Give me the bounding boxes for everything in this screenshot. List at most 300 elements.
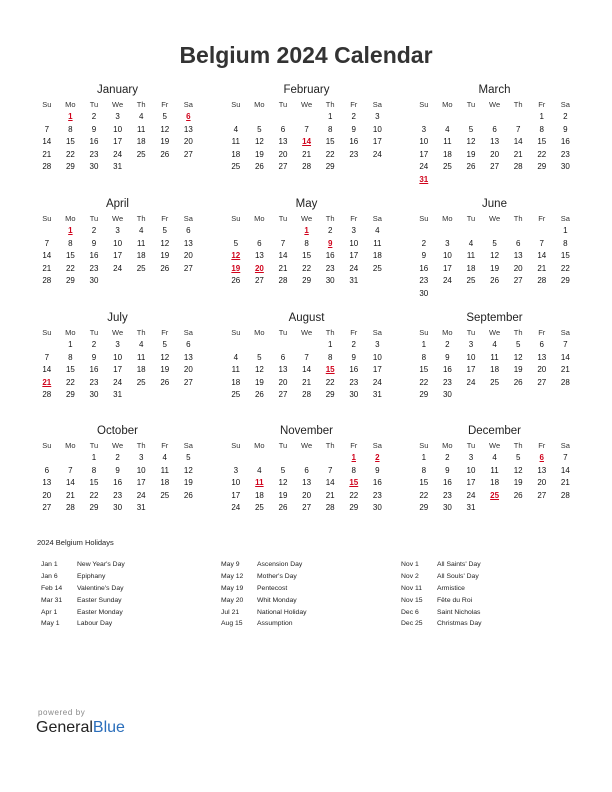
- weekday-label: Su: [42, 100, 52, 109]
- day-cell: 5: [492, 238, 497, 248]
- month-name: December: [467, 425, 522, 437]
- day-cell: 24: [466, 490, 476, 500]
- day-cell: 10: [349, 238, 359, 248]
- holiday-day-cell: 1: [68, 226, 73, 235]
- weekday-label: Tu: [466, 100, 476, 109]
- month-6: [35, 311, 200, 402]
- day-cell: 13: [278, 137, 288, 146]
- day-cell: 2: [445, 453, 450, 462]
- day-cell: 16: [372, 478, 382, 487]
- day-cell: 25: [136, 263, 146, 273]
- day-cell: 28: [537, 276, 547, 285]
- day-cell: 19: [278, 490, 288, 500]
- day-cell: 27: [183, 263, 193, 273]
- day-cell: 16: [113, 478, 123, 487]
- day-cell: 26: [160, 263, 170, 273]
- day-cell: 17: [442, 263, 452, 273]
- day-cell: 24: [372, 377, 382, 387]
- day-cell: 5: [162, 226, 167, 235]
- day-cell: 10: [113, 352, 123, 362]
- holiday-date: Nov 2: [401, 572, 419, 580]
- weekday-label: Sa: [372, 328, 382, 337]
- weekday-label: Tu: [466, 328, 476, 337]
- day-cell: 7: [280, 238, 286, 248]
- holiday-row: [41, 583, 125, 595]
- weekday-label: Tu: [89, 100, 99, 109]
- day-cell: 19: [490, 263, 500, 273]
- month-10: [224, 424, 389, 515]
- day-cell: 25: [231, 390, 241, 399]
- day-cell: 20: [490, 149, 500, 159]
- day-cell: 12: [513, 352, 523, 362]
- day-cell: 8: [68, 238, 73, 248]
- day-cell: 18: [490, 365, 500, 374]
- weekday-label: Sa: [372, 441, 382, 450]
- weekday-label: Mo: [254, 100, 265, 109]
- day-cell: 9: [421, 251, 427, 260]
- weekday-label: Tu: [278, 328, 288, 337]
- weekday-label: Sa: [183, 214, 193, 223]
- holiday-day-cell: 6: [186, 112, 191, 121]
- weekday-label: Th: [325, 441, 335, 450]
- day-cell: 11: [137, 352, 146, 362]
- day-cell: 9: [563, 124, 568, 134]
- day-cell: 20: [183, 137, 193, 146]
- day-cell: 7: [327, 465, 333, 475]
- day-cell: 8: [68, 352, 73, 362]
- month-9: [35, 424, 200, 515]
- holiday-row: [401, 607, 482, 619]
- day-cell: 5: [233, 238, 239, 248]
- day-cell: 28: [513, 162, 523, 171]
- day-cell: 30: [89, 390, 99, 399]
- day-cell: 7: [44, 352, 50, 362]
- weekday-label: Tu: [278, 100, 288, 109]
- day-cell: 21: [302, 149, 312, 159]
- holiday-name: Whit Monday: [257, 596, 297, 604]
- day-cell: 8: [327, 352, 333, 362]
- holiday-date: Jan 1: [41, 561, 58, 568]
- day-cell: 31: [136, 503, 146, 512]
- day-cell: 3: [115, 226, 120, 235]
- holiday-name: National Holiday: [257, 608, 307, 616]
- day-cell: 4: [257, 465, 262, 475]
- day-cell: 18: [490, 478, 500, 487]
- day-cell: 21: [560, 365, 570, 374]
- day-cell: 3: [138, 453, 144, 462]
- day-cell: 25: [254, 503, 264, 512]
- day-cell: 1: [68, 340, 73, 349]
- holiday-name: Assumption: [257, 620, 293, 628]
- day-cell: 7: [304, 352, 309, 362]
- weekday-label: Su: [231, 441, 241, 450]
- holiday-column: [401, 559, 482, 630]
- month-name: February: [283, 84, 330, 96]
- weekday-label: Th: [136, 214, 146, 223]
- weekday-label: Fr: [350, 100, 358, 109]
- weekday-label: Th: [325, 100, 335, 109]
- holiday-day-cell: 15: [325, 365, 335, 374]
- day-cell: 24: [113, 263, 123, 273]
- day-cell: 25: [160, 490, 170, 500]
- month-7: [224, 311, 389, 402]
- weekday-label: Su: [419, 100, 429, 109]
- day-cell: 9: [351, 124, 356, 134]
- day-cell: 13: [537, 352, 547, 362]
- day-cell: 12: [513, 465, 523, 475]
- brand-name-part1: General: [36, 719, 93, 736]
- holiday-row: [401, 583, 482, 595]
- weekday-label: Su: [231, 328, 241, 337]
- day-cell: 20: [183, 365, 193, 374]
- day-cell: 11: [490, 465, 499, 475]
- day-cell: 2: [91, 112, 97, 121]
- day-cell: 21: [65, 490, 75, 500]
- holiday-day-cell: 1: [304, 226, 309, 235]
- weekday-label: Fr: [538, 100, 546, 109]
- holiday-name: Fête du Roi: [437, 596, 473, 604]
- weekday-label: We: [112, 328, 124, 337]
- month-name: March: [478, 84, 511, 96]
- day-cell: 2: [351, 112, 356, 121]
- month-4: [224, 197, 389, 288]
- day-cell: 13: [183, 238, 193, 248]
- weekday-label: Fr: [161, 441, 169, 450]
- holiday-row: [41, 618, 125, 630]
- day-cell: 12: [490, 251, 500, 260]
- weekday-label: Su: [419, 441, 429, 450]
- day-cell: 28: [278, 276, 288, 285]
- day-cell: 28: [302, 390, 312, 399]
- day-cell: 2: [421, 238, 427, 248]
- day-cell: 24: [466, 377, 476, 387]
- weekday-label: Su: [419, 328, 429, 337]
- day-cell: 4: [138, 226, 144, 235]
- month-name: January: [97, 84, 138, 96]
- day-cell: 24: [113, 377, 123, 387]
- holiday-name: Easter Monday: [77, 608, 123, 616]
- day-cell: 27: [42, 503, 52, 512]
- holiday-row: [221, 607, 307, 619]
- day-cell: 27: [302, 503, 312, 512]
- day-cell: 27: [183, 377, 193, 387]
- holiday-row: [41, 571, 125, 583]
- day-cell: 26: [254, 390, 264, 399]
- holiday-row: [401, 571, 482, 583]
- day-cell: 25: [372, 263, 382, 273]
- holiday-date: Dec 25: [401, 620, 423, 628]
- weekday-label: Th: [325, 328, 335, 337]
- day-cell: 20: [42, 490, 52, 500]
- day-cell: 8: [351, 465, 356, 475]
- day-cell: 29: [325, 162, 335, 171]
- day-cell: 15: [89, 478, 99, 487]
- day-cell: 1: [563, 226, 568, 235]
- day-cell: 9: [351, 352, 356, 362]
- day-cell: 16: [89, 137, 99, 146]
- day-cell: 14: [42, 365, 52, 374]
- month-2: [412, 83, 577, 186]
- day-cell: 27: [183, 149, 193, 159]
- day-cell: 23: [419, 276, 429, 285]
- holiday-date: Apr 1: [41, 608, 58, 616]
- holiday-name: Easter Sunday: [77, 596, 122, 604]
- day-cell: 18: [160, 478, 170, 487]
- holiday-column: [41, 559, 125, 630]
- day-cell: 7: [563, 340, 568, 349]
- day-cell: 23: [442, 490, 452, 500]
- day-cell: 14: [65, 478, 75, 487]
- weekday-label: We: [112, 214, 124, 223]
- month-name: April: [105, 198, 129, 210]
- day-cell: 6: [280, 124, 286, 134]
- holiday-date: Mar 31: [41, 596, 63, 604]
- day-cell: 2: [563, 112, 568, 121]
- month-3: [35, 197, 200, 288]
- weekday-label: We: [112, 100, 124, 109]
- weekday-label: Th: [513, 214, 523, 223]
- day-cell: 10: [231, 478, 241, 487]
- day-cell: 4: [138, 112, 144, 121]
- day-cell: 18: [231, 377, 241, 387]
- day-cell: 31: [113, 390, 123, 399]
- day-cell: 21: [560, 478, 570, 487]
- day-cell: 30: [89, 276, 99, 285]
- day-cell: 14: [278, 251, 288, 260]
- day-cell: 1: [327, 340, 333, 349]
- day-cell: 3: [375, 112, 380, 121]
- holiday-row: [401, 618, 482, 630]
- weekday-label: Sa: [183, 441, 193, 450]
- day-cell: 20: [183, 251, 193, 260]
- day-cell: 4: [492, 340, 497, 349]
- holiday-name: New Year's Day: [77, 561, 125, 568]
- day-cell: 29: [537, 162, 547, 171]
- day-cell: 18: [442, 149, 452, 159]
- day-cell: 13: [42, 478, 52, 487]
- weekday-label: Sa: [560, 328, 570, 337]
- day-cell: 14: [560, 465, 570, 475]
- weekday-label: Th: [513, 328, 523, 337]
- holiday-row: [401, 595, 482, 607]
- day-cell: 10: [466, 465, 476, 475]
- weekday-label: Mo: [254, 441, 265, 450]
- day-cell: 11: [137, 238, 146, 248]
- day-cell: 21: [325, 490, 335, 500]
- day-cell: 27: [537, 377, 547, 387]
- day-cell: 6: [186, 226, 191, 235]
- day-cell: 13: [254, 251, 264, 260]
- month-8: [412, 311, 577, 402]
- day-cell: 2: [91, 340, 97, 349]
- day-cell: 4: [375, 226, 380, 235]
- holidays-heading: 2024 Belgium Holidays: [37, 538, 114, 547]
- day-cell: 20: [513, 263, 523, 273]
- holiday-day-cell: 14: [302, 137, 312, 146]
- day-cell: 15: [419, 478, 429, 487]
- holiday-day-cell: 19: [231, 263, 241, 273]
- day-cell: 18: [231, 149, 241, 159]
- weekday-label: Th: [136, 328, 146, 337]
- month-name: November: [279, 425, 334, 437]
- weekday-label: Tu: [89, 328, 99, 337]
- weekday-label: Fr: [350, 328, 358, 337]
- day-cell: 9: [375, 465, 380, 475]
- day-cell: 23: [89, 263, 99, 273]
- day-cell: 20: [302, 490, 312, 500]
- day-cell: 30: [442, 390, 452, 399]
- day-cell: 13: [183, 352, 193, 362]
- weekday-label: Fr: [538, 441, 546, 450]
- day-cell: 14: [42, 251, 52, 260]
- weekday-label: Th: [325, 214, 335, 223]
- day-cell: 8: [327, 124, 333, 134]
- day-cell: 26: [466, 162, 476, 171]
- day-cell: 3: [375, 340, 380, 349]
- day-cell: 13: [537, 465, 547, 475]
- day-cell: 6: [492, 124, 497, 134]
- day-cell: 19: [160, 365, 170, 374]
- day-cell: 5: [162, 340, 167, 349]
- day-cell: 5: [515, 453, 521, 462]
- holiday-day-cell: 2: [375, 453, 380, 462]
- day-cell: 28: [560, 490, 570, 500]
- day-cell: 17: [372, 365, 382, 374]
- weekday-label: Fr: [161, 100, 169, 109]
- holiday-date: May 19: [221, 584, 244, 592]
- holiday-day-cell: 15: [349, 478, 359, 487]
- day-cell: 23: [113, 490, 123, 500]
- holiday-row: [41, 559, 125, 571]
- day-cell: 30: [372, 503, 382, 512]
- day-cell: 19: [513, 365, 523, 374]
- holiday-date: Nov 15: [401, 596, 423, 604]
- day-cell: 8: [91, 465, 97, 475]
- day-cell: 2: [327, 226, 333, 235]
- day-cell: 6: [515, 238, 521, 248]
- day-cell: 28: [325, 503, 335, 512]
- day-cell: 2: [351, 340, 356, 349]
- day-cell: 25: [442, 162, 452, 171]
- weekday-label: Th: [513, 441, 523, 450]
- day-cell: 11: [160, 465, 169, 475]
- day-cell: 2: [445, 340, 450, 349]
- day-cell: 12: [254, 137, 264, 146]
- weekday-label: Sa: [560, 100, 570, 109]
- weekday-label: We: [301, 441, 313, 450]
- day-cell: 7: [563, 453, 568, 462]
- day-cell: 22: [89, 490, 99, 500]
- day-cell: 26: [183, 490, 193, 500]
- day-cell: 24: [372, 149, 382, 159]
- day-cell: 6: [44, 465, 50, 475]
- day-cell: 24: [231, 503, 241, 512]
- day-cell: 12: [183, 465, 193, 475]
- day-cell: 17: [113, 137, 123, 146]
- day-cell: 27: [537, 490, 547, 500]
- day-cell: 30: [442, 503, 452, 512]
- day-cell: 3: [468, 340, 474, 349]
- day-cell: 17: [419, 149, 429, 159]
- day-cell: 10: [113, 124, 123, 134]
- day-cell: 5: [468, 124, 474, 134]
- day-cell: 14: [302, 365, 312, 374]
- holiday-row: [221, 595, 307, 607]
- day-cell: 26: [513, 490, 523, 500]
- weekday-label: Mo: [65, 328, 76, 337]
- day-cell: 12: [160, 238, 170, 248]
- month-name: May: [295, 198, 318, 210]
- day-cell: 28: [65, 503, 75, 512]
- weekday-label: Th: [136, 441, 146, 450]
- day-cell: 26: [160, 149, 170, 159]
- day-cell: 31: [349, 276, 359, 285]
- day-cell: 11: [231, 137, 240, 146]
- day-cell: 26: [231, 276, 241, 285]
- day-cell: 29: [560, 276, 570, 285]
- day-cell: 23: [349, 377, 359, 387]
- holiday-date: May 12: [221, 572, 244, 580]
- day-cell: 1: [421, 340, 427, 349]
- weekday-label: Sa: [372, 214, 382, 223]
- day-cell: 16: [349, 137, 359, 146]
- day-cell: 10: [419, 137, 429, 146]
- month-11: [412, 424, 577, 515]
- day-cell: 11: [443, 137, 452, 146]
- holiday-date: Jan 6: [41, 572, 58, 580]
- day-cell: 28: [42, 276, 52, 285]
- weekday-label: Sa: [183, 100, 193, 109]
- holiday-day-cell: 31: [419, 174, 429, 184]
- day-cell: 14: [513, 137, 523, 146]
- day-cell: 5: [257, 124, 262, 134]
- day-cell: 24: [113, 149, 123, 159]
- day-cell: 16: [325, 251, 335, 260]
- day-cell: 13: [490, 137, 500, 146]
- day-cell: 13: [183, 124, 193, 134]
- holiday-date: May 20: [221, 596, 244, 604]
- day-cell: 29: [419, 390, 429, 399]
- day-cell: 15: [65, 365, 75, 374]
- day-cell: 3: [468, 453, 474, 462]
- weekday-label: Sa: [560, 214, 570, 223]
- weekday-label: Fr: [161, 214, 169, 223]
- day-cell: 6: [257, 238, 262, 248]
- day-cell: 1: [421, 453, 427, 462]
- day-cell: 5: [515, 340, 521, 349]
- holiday-name: All Souls' Day: [437, 572, 479, 580]
- holiday-name: Christmas Day: [437, 620, 482, 628]
- weekday-label: Tu: [278, 214, 288, 223]
- day-cell: 3: [445, 238, 450, 248]
- month-1: [224, 83, 389, 174]
- day-cell: 16: [89, 365, 99, 374]
- day-cell: 9: [115, 465, 120, 475]
- day-cell: 7: [68, 465, 73, 475]
- day-cell: 8: [68, 124, 73, 134]
- day-cell: 8: [421, 465, 427, 475]
- holiday-date: Feb 14: [41, 584, 63, 592]
- day-cell: 22: [537, 149, 547, 159]
- day-cell: 30: [89, 162, 99, 171]
- day-cell: 4: [445, 124, 450, 134]
- holiday-day-cell: 12: [231, 251, 241, 260]
- day-cell: 26: [278, 503, 288, 512]
- day-cell: 26: [254, 162, 264, 171]
- day-cell: 17: [372, 137, 382, 146]
- day-cell: 21: [302, 377, 312, 387]
- weekday-label: We: [301, 100, 313, 109]
